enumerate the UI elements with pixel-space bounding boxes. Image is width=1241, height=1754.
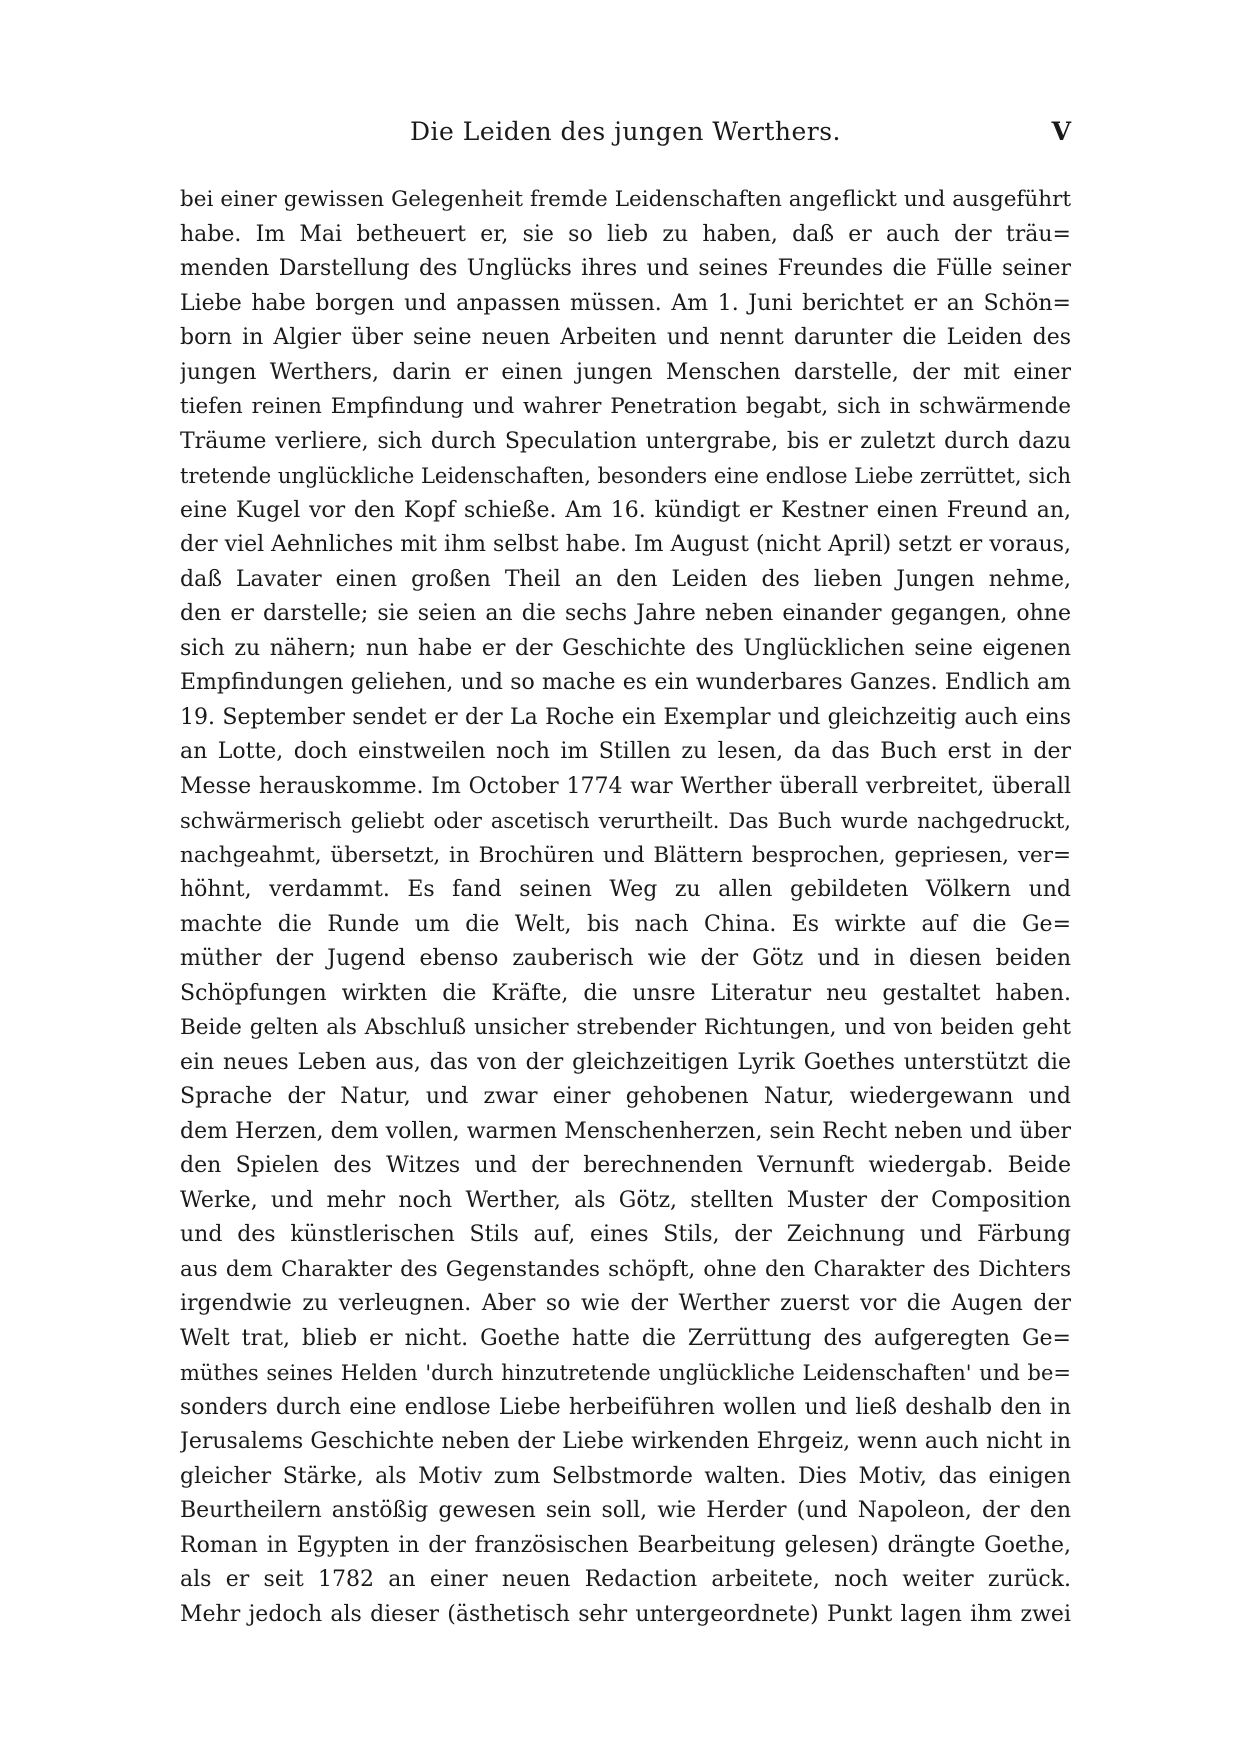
text-line: Schöpfungen wirkten die Kräfte, die unsre Literatur neu gestaltet haben.: [180, 980, 1071, 1006]
text-line: höhnt, verdammt. Es fand seinen Weg zu allen gebildeten Völkern und: [180, 877, 1071, 902]
text-line: tiefen reinen Empfindung und wahrer Penetration begabt, sich in schwärmende: [180, 394, 1071, 419]
text-line: dem Herzen, dem vollen, warmen Menschenherzen, sein Recht neben und über: [180, 1118, 1071, 1144]
text-line: Beurtheilern anstößig gewesen sein soll, wie Herder (und Napoleon, der den: [180, 1498, 1071, 1523]
running-head: [180, 112, 1071, 152]
text-line: tretende unglückliche Leidenschaften, besonders eine endlose Liebe zerrüttet, sich: [180, 464, 1071, 488]
text-line: den er darstelle; sie seien an die sechs Jahre neben einander gegangen, ohne: [180, 601, 1071, 626]
text-line: ein neues Leben aus, das von der gleichzeitigen Lyrik Goethes unterstützt die: [180, 1049, 1071, 1075]
text-line: 19. September sendet er der La Roche ein Exemplar und gleichzeitig auch eins: [180, 704, 1071, 730]
text-line: den Spielen des Witzes und der berechnenden Vernunft wiedergab. Beide: [180, 1153, 1071, 1178]
text-line: der viel Aehnliches mit ihm selbst habe. Im August (nicht April) setzt er voraus,: [180, 532, 1071, 557]
text-line: jungen Werthers, darin er einen jungen Menschen darstelle, der mit einer: [180, 359, 1071, 385]
text-line: Roman in Egypten in der französischen Bearbeitung gelesen) drängte Goethe,: [180, 1532, 1071, 1558]
text-line: Messe herauskomme. Im October 1774 war Werther überall verbreitet, überall: [180, 773, 1071, 799]
running-title: Die Leiden des jungen Werthers.: [410, 117, 841, 146]
text-line: menden Darstellung des Unglücks ihres und seines Freundes die Fülle seiner: [180, 256, 1071, 281]
text-line: sonders durch eine endlose Liebe herbeiführen wollen und ließ deshalb den in: [180, 1394, 1071, 1420]
text-line: schwärmerisch geliebt oder ascetisch verurtheilt. Das Buch wurde nachgedruckt,: [180, 809, 1071, 833]
text-line: und des künstlerischen Stils auf, eines Stils, der Zeichnung und Färbung: [180, 1222, 1071, 1247]
text-line: müther der Jugend ebenso zauberisch wie der Götz und in diesen beiden: [180, 946, 1071, 971]
text-line: Empfindungen geliehen, und so mache es ein wunderbares Ganzes. Endlich am: [180, 670, 1071, 695]
body-text: [180, 183, 1071, 1632]
text-line: habe. Im Mai betheuert er, sie so lieb zu haben, daß er auch der träu=: [180, 221, 1071, 247]
text-line: Sprache der Natur, und zwar einer gehobenen Natur, wiedergewann und: [180, 1084, 1071, 1109]
page-number: V: [1051, 117, 1071, 146]
text-line: sich zu nähern; nun habe er der Geschichte des Unglücklichen seine eigenen: [180, 635, 1071, 661]
text-line: müthes seines Helden 'durch hinzutretende unglückliche Leidenschaften' und be=: [180, 1361, 1071, 1385]
text-line: irgendwie zu verleugnen. Aber so wie der Werther zuerst vor die Augen der: [180, 1291, 1071, 1316]
text-line: bei einer gewissen Gelegenheit fremde Leidenschaften angeflickt und ausgeführt: [180, 187, 1071, 212]
text-line: Welt trat, blieb er nicht. Goethe hatte die Zerrüttung des aufgeregten Ge=: [180, 1325, 1071, 1351]
text-line: Beide gelten als Abschluß unsicher strebender Richtungen, und von beiden geht: [180, 1015, 1071, 1040]
text-line: aus dem Charakter des Gegenstandes schöpft, ohne den Charakter des Dichters: [180, 1256, 1071, 1282]
text-line: Träume verliere, sich durch Speculation untergrabe, bis er zuletzt durch dazu: [180, 428, 1071, 454]
text-line: machte die Runde um die Welt, bis nach China. Es wirkte auf die Ge=: [180, 911, 1071, 937]
text-line: born in Algier über seine neuen Arbeiten und nennt darunter die Leiden des: [180, 325, 1071, 350]
text-line: Liebe habe borgen und anpassen müssen. Am 1. Juni berichtet er an Schön=: [180, 290, 1071, 316]
text-line: gleicher Stärke, als Motiv zum Selbstmorde walten. Dies Motiv, das einigen: [180, 1463, 1071, 1489]
text-line: Jerusalems Geschichte neben der Liebe wirkenden Ehrgeiz, wenn auch nicht in: [180, 1429, 1071, 1454]
text-line: an Lotte, doch einstweilen noch im Stillen zu lesen, da das Buch erst in der: [180, 739, 1071, 764]
text-line: nachgeahmt, übersetzt, in Brochüren und Blättern besprochen, gepriesen, ver=: [180, 842, 1071, 868]
text-line: Mehr jedoch als dieser (ästhetisch sehr untergeordnete) Punkt lagen ihm zwei: [180, 1601, 1071, 1627]
text-line: Werke, und mehr noch Werther, als Götz, stellten Muster der Composition: [180, 1187, 1071, 1213]
text-line: als er seit 1782 an einer neuen Redaction arbeitete, noch weiter zurück.: [180, 1567, 1071, 1592]
text-line: eine Kugel vor den Kopf schieße. Am 16. kündigt er Kestner einen Freund an,: [180, 497, 1071, 523]
text-line: daß Lavater einen großen Theil an den Leiden des lieben Jungen nehme,: [180, 566, 1071, 592]
